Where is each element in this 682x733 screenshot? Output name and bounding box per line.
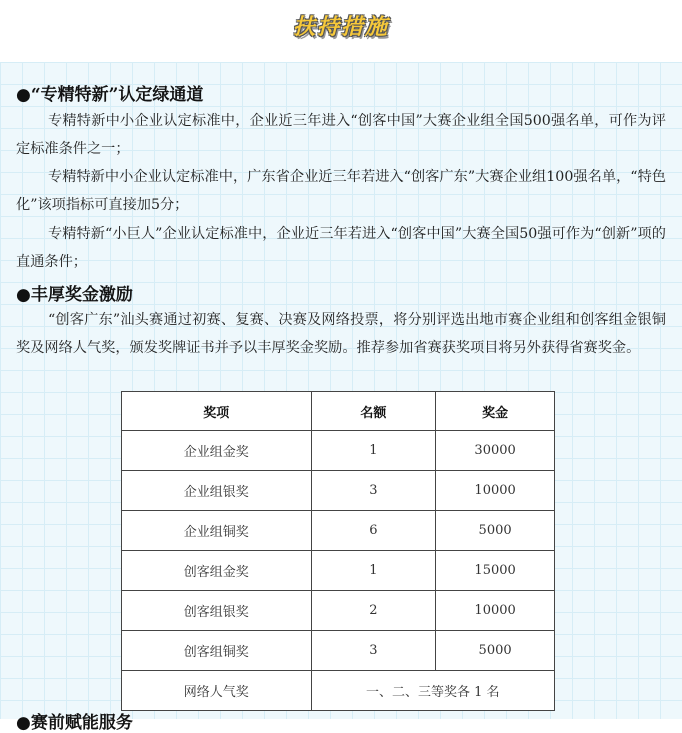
award-name: 网络人气奖 [122, 671, 312, 711]
award-name: 企业组银奖 [122, 471, 312, 511]
table-row [122, 471, 555, 511]
paragraph-1: 专精特新中小企业认定标准中，企业近三年进入“创客中国”大赛企业组全国500强名单，可作为评定标准条件之一； [16, 113, 666, 157]
section-heading-cut-off: ●赛前赋能服务 [16, 713, 133, 733]
award-quota: 6 [311, 511, 436, 551]
table-row-popular [122, 671, 555, 711]
award-quota: 3 [311, 471, 436, 511]
section-heading-bonus: ●丰厚奖金激励 [16, 285, 133, 305]
award-table [121, 391, 555, 711]
award-name: 企业组铜奖 [122, 511, 312, 551]
column-header-quota: 名额 [311, 392, 436, 431]
table-row [122, 511, 555, 551]
award-prize: 5000 [436, 511, 555, 551]
column-header-award: 奖项 [122, 392, 312, 431]
paragraph-2: 专精特新中小企业认定标准中，广东省企业近三年若进入“创客广东”大赛企业组100强名单，“特色化”该项指标可直接加5分； [16, 169, 666, 213]
award-quota: 1 [311, 431, 436, 471]
award-prize: 10000 [436, 471, 555, 511]
section-heading-green-channel: ●“专精特新”认定绿通道 [16, 85, 204, 105]
paragraph-3: 专精特新“小巨人”企业认定标准中，企业近三年若进入“创客中国”大赛全国50强可作为“创新”项的直通条件； [16, 226, 666, 270]
award-name: 创客组金奖 [122, 551, 312, 591]
award-prize: 5000 [436, 631, 555, 671]
popular-award-detail: 一、二、三等奖各 1 名 [311, 671, 554, 711]
table-header-row [122, 392, 555, 431]
award-quota: 1 [311, 551, 436, 591]
banner-title: 扶持措施 [292, 15, 389, 40]
award-quota: 2 [311, 591, 436, 631]
table-row [122, 631, 555, 671]
award-prize: 30000 [436, 431, 555, 471]
award-prize: 15000 [436, 551, 555, 591]
award-name: 企业组金奖 [122, 431, 312, 471]
award-prize: 10000 [436, 591, 555, 631]
column-header-prize: 奖金 [436, 392, 555, 431]
table-row [122, 431, 555, 471]
table-row [122, 591, 555, 631]
award-name: 创客组银奖 [122, 591, 312, 631]
paragraph-bonus: “创客广东”汕头赛通过初赛、复赛、决赛及网络投票，将分别评选出地市赛企业组和创客组金银铜奖及网络人气奖，颁发奖牌证书并予以丰厚奖金奖励。推荐参加省赛获奖项目将另外获得省赛奖金。 [16, 312, 666, 356]
header [0, 0, 682, 62]
table-row [122, 551, 555, 591]
award-quota: 3 [311, 631, 436, 671]
award-name: 创客组铜奖 [122, 631, 312, 671]
